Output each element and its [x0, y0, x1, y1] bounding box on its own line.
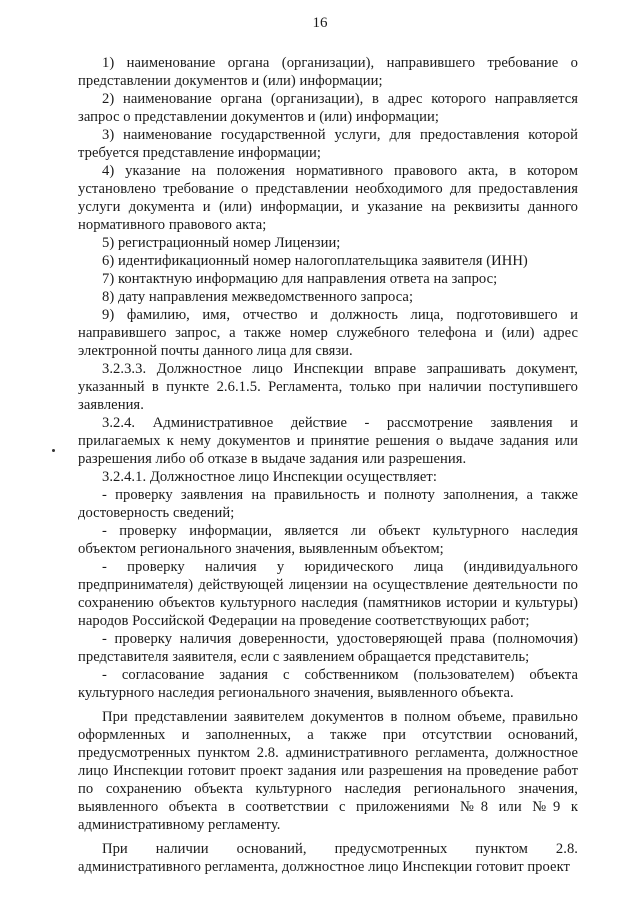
- list-item: 4) указание на положения нормативного правового акта, в котором установлено требование о представлении необходимого для предоставления услуги документа и (или) информации, и указание на реквизиты данного нормативного правового акта;: [78, 163, 578, 233]
- scan-mark: [52, 449, 55, 452]
- duty-item: - проверку информации, является ли объект культурного наследия объектом регионального значения, выявленным объектом;: [78, 523, 578, 557]
- list-item: 6) идентификационный номер налогоплательщика заявителя (ИНН): [102, 253, 528, 269]
- clause-3-2-4-1: 3.2.4.1. Должностное лицо Инспекции осуществляет:: [102, 469, 437, 485]
- list-item: 1) наименование органа (организации), направившего требование о представлении документов и (или) информации;: [78, 55, 578, 89]
- page-number: 16: [312, 15, 328, 31]
- list-item: 9) фамилию, имя, отчество и должность лица, подготовившего и направившего запрос, а также номер служебного телефона и (или) адрес электронной почты данного лица для связи.: [78, 307, 578, 359]
- paragraph: При представлении заявителем документов в полном объеме, правильно оформленных и заполненных, а также при отсутствии оснований, предусмотренных пунктом 2.8. административного регламента, должностное лицо Инспекции готовит проект задания или разрешения на проведение работ по сохранению объекта культурного наследия регионального значения, выявленного объекта в соответствии с приложениями №8 или №9 к административному регламенту.: [78, 709, 578, 833]
- clause-3-2-3-3: 3.2.3.3. Должностное лицо Инспекции вправе запрашивать документ, указанный в пункте 2.6.1.5. Регламента, только при наличии поступившего заявления.: [78, 361, 578, 413]
- paragraph: При наличии оснований, предусмотренных пунктом 2.8. административного регламента, должностное лицо Инспекции готовит проект: [78, 841, 578, 875]
- duty-item: - проверку наличия у юридического лица (индивидуального предпринимателя) действующей лицензии на осуществление деятельности по сохранению объектов культурного наследия (памятников истории и культуры) народов Российской Федерации на проведение соответствующих работ;: [78, 559, 578, 629]
- duty-item: - согласование задания с собственником (пользователем) объекта культурного наследия регионального значения, выявленного объекта.: [78, 667, 578, 701]
- list-item: 2) наименование органа (организации), в адрес которого направляется запрос о представлении документов и (или) информации;: [78, 91, 578, 125]
- list-item: 8) дату направления межведомственного запроса;: [102, 289, 414, 305]
- document-body: [78, 54, 578, 876]
- list-item: 5) регистрационный номер Лицензии;: [102, 235, 341, 251]
- clause-3-2-4: 3.2.4. Административное действие - рассмотрение заявления и прилагаемых к нему документов и принятие решения о выдаче задания или разрешения либо об отказе в выдаче задания или разрешения.: [78, 415, 578, 467]
- list-item: 7) контактную информацию для направления ответа на запрос;: [102, 271, 498, 287]
- duty-item: - проверку наличия доверенности, удостоверяющей права (полномочия) представителя заявителя, если с заявлением обращается представитель;: [78, 631, 578, 665]
- list-item: 3) наименование государственной услуги, для предоставления которой требуется представление информации;: [78, 127, 578, 161]
- duty-item: - проверку заявления на правильность и полноту заполнения, а также достоверность сведений;: [78, 487, 578, 521]
